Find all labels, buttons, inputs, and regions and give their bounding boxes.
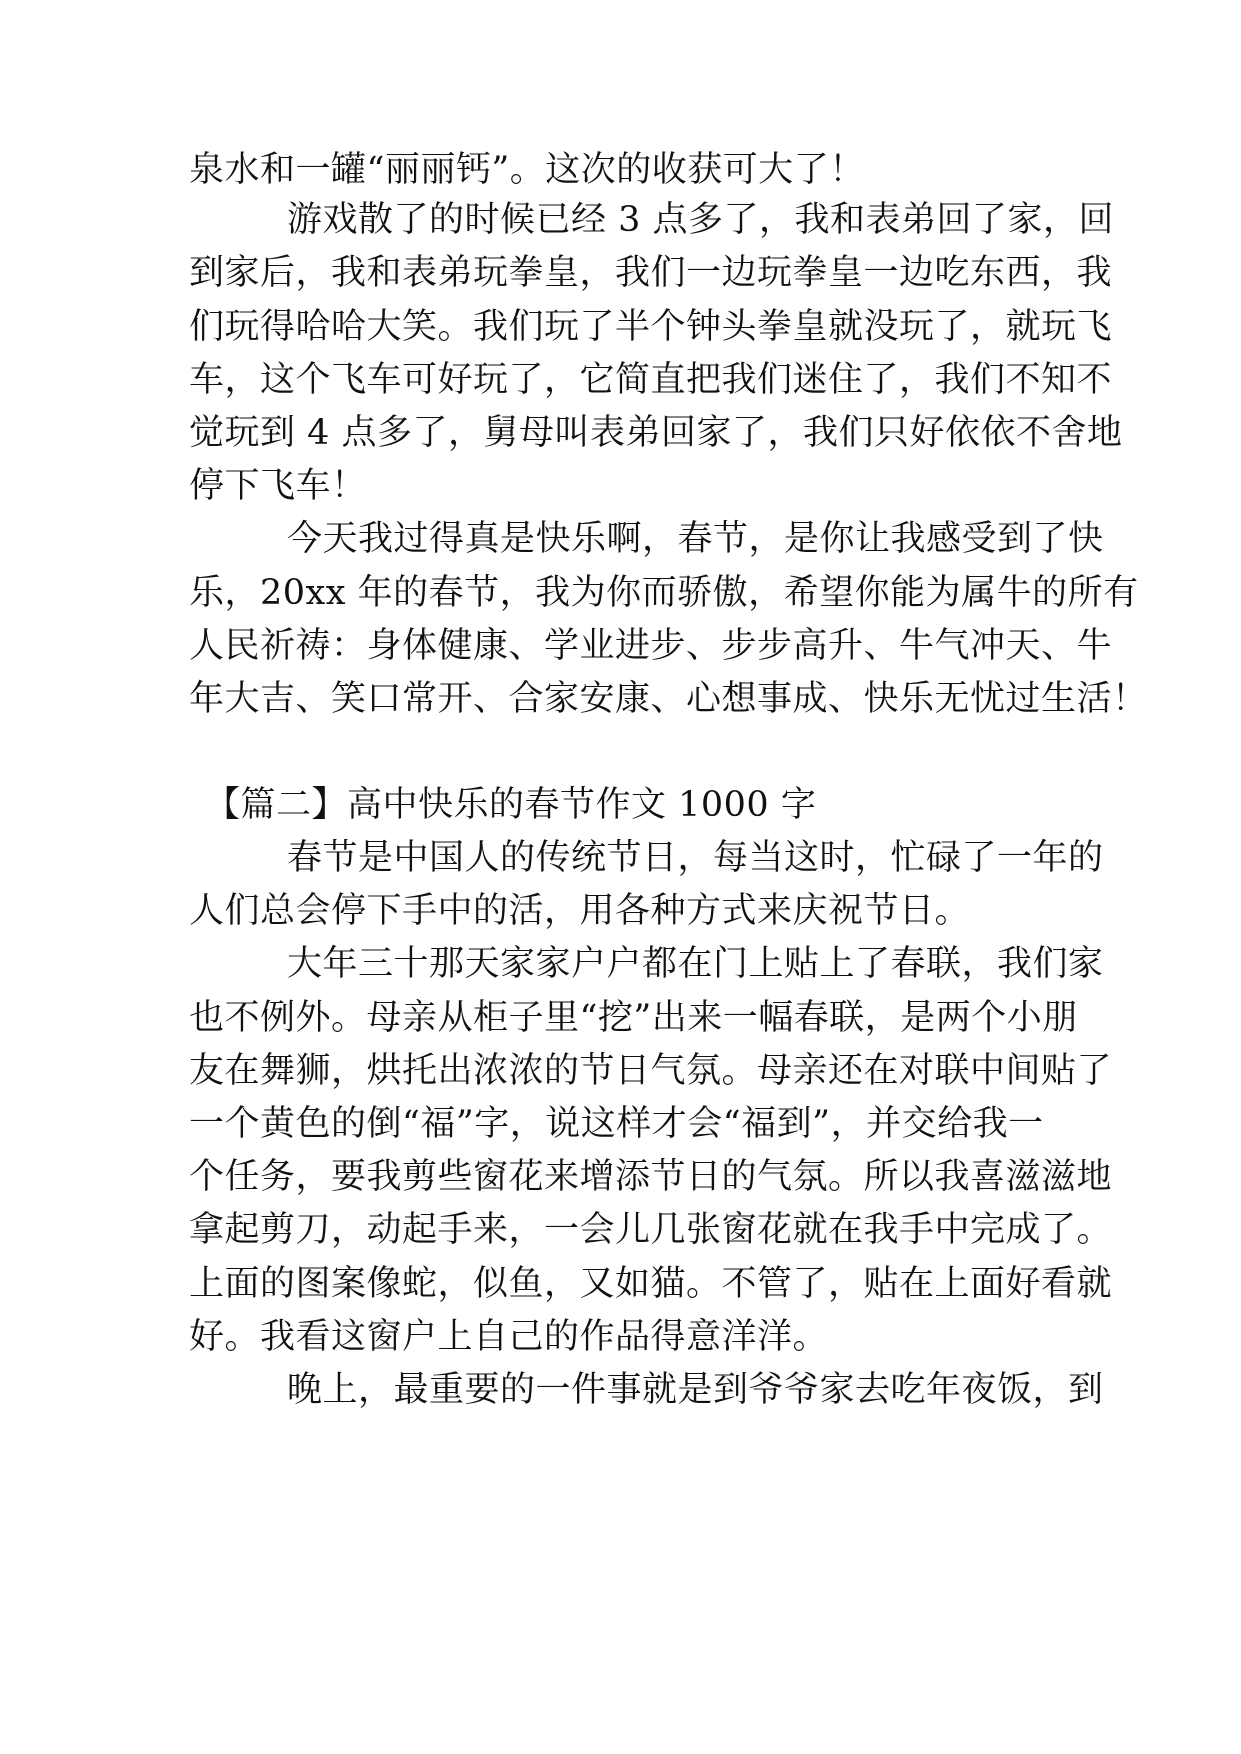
text-line: 们玩得哈哈大笑。我们玩了半个钟头拳皇就没玩了，就玩飞 [189,307,1113,347]
text-line: 也不例外。母亲从柜子里“挖”出来一幅春联，是两个小朋 [189,998,1078,1038]
text-line: 到家后，我和表弟玩拳皇，我们一边玩拳皇一边吃东西，我 [189,253,1113,293]
text-line: 一个黄色的倒“福”字，说这样才会“福到”，并交给我一 [189,1104,1044,1144]
text-line: 个任务，要我剪些窗花来增添节日的气氛。所以我喜滋滋地 [189,1157,1113,1197]
section-heading: 【篇二】高中快乐的春节作文 1000 字 [205,785,817,825]
text-line: 好。我看这窗户上自己的作品得意洋洋。 [189,1317,829,1357]
paragraph-first-line: 游戏散了的时候已经 3 点多了，我和表弟回了家，回 [287,200,1115,240]
paragraph-first-line: 晚上，最重要的一件事就是到爷爷家去吃年夜饭，到 [287,1370,1104,1410]
paragraph-first-line: 今天我过得真是快乐啊，春节，是你让我感受到了快 [287,519,1104,559]
text-line: 乐，20xx 年的春节，我为你而骄傲，希望你能为属牛的所有 [189,573,1139,613]
text-line: 人民祈祷：身体健康、学业进步、步步高升、牛气冲天、牛 [189,626,1113,666]
text-line: 拿起剪刀，动起手来，一会儿几张窗花就在我手中完成了。 [189,1210,1113,1250]
text-line: 泉水和一罐“丽丽钙”。这次的收获可大了！ [189,150,865,190]
paragraph-first-line: 大年三十那天家家户户都在门上贴上了春联，我们家 [287,944,1104,984]
text-line: 上面的图案像蛇，似鱼，又如猫。不管了，贴在上面好看就 [189,1264,1113,1304]
paragraph-first-line: 春节是中国人的传统节日，每当这时，忙碌了一年的 [287,838,1104,878]
text-line: 停下飞车！ [189,466,367,506]
text-line: 友在舞狮，烘托出浓浓的节日气氛。母亲还在对联中间贴了 [189,1051,1113,1091]
text-line: 人们总会停下手中的活，用各种方式来庆祝节日。 [189,891,971,931]
text-line: 车，这个飞车可好玩了，它简直把我们迷住了，我们不知不 [189,360,1113,400]
text-line: 年大吉、笑口常开、合家安康、心想事成、快乐无忧过生活！ [189,679,1148,719]
text-line: 觉玩到 4 点多了，舅母叫表弟回家了，我们只好依依不舍地 [189,413,1123,453]
